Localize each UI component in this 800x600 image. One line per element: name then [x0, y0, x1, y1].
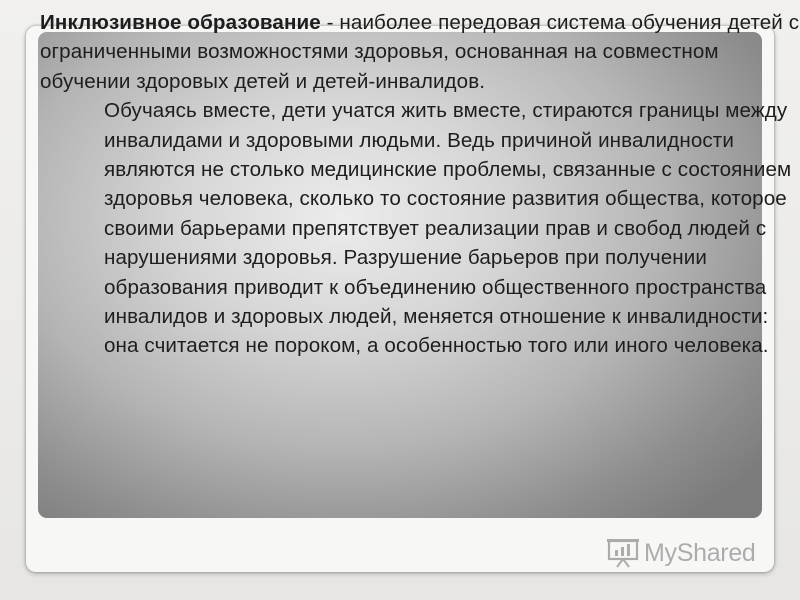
slide-text: [40, 8, 800, 361]
slide-title: Инклюзивное образование: [40, 11, 321, 34]
body-paragraph: Обучаясь вместе, дети учатся жить вместе, стираются границы между инвалидами и здоровыми людьми. Ведь причиной инвалидности являются не столько медицинские проблемы, связанные с состоянием здоровья человека, сколько то состояние развития общества, которое своими барьерами препятствует реализации прав и свобод людей с нарушениями здоровья. Разрушение барьеров при получении образования приводит к объединению общественного пространства инвалидов и здоровых людей, меняется отношение к инвалидности: она считается не пороком, а особенностью того или иного человека.: [104, 99, 792, 358]
watermark-logo: [606, 536, 756, 570]
presentation-board-icon: [606, 537, 640, 569]
watermark-text: MyShared: [644, 538, 756, 567]
definition-paragraph: [40, 8, 800, 96]
definition-text: - наиболее передовая система обучения детей с ограниченными возможностями здоровья, основанная на совместном обучении здоровых детей и детей-инвалидов.: [40, 11, 800, 93]
